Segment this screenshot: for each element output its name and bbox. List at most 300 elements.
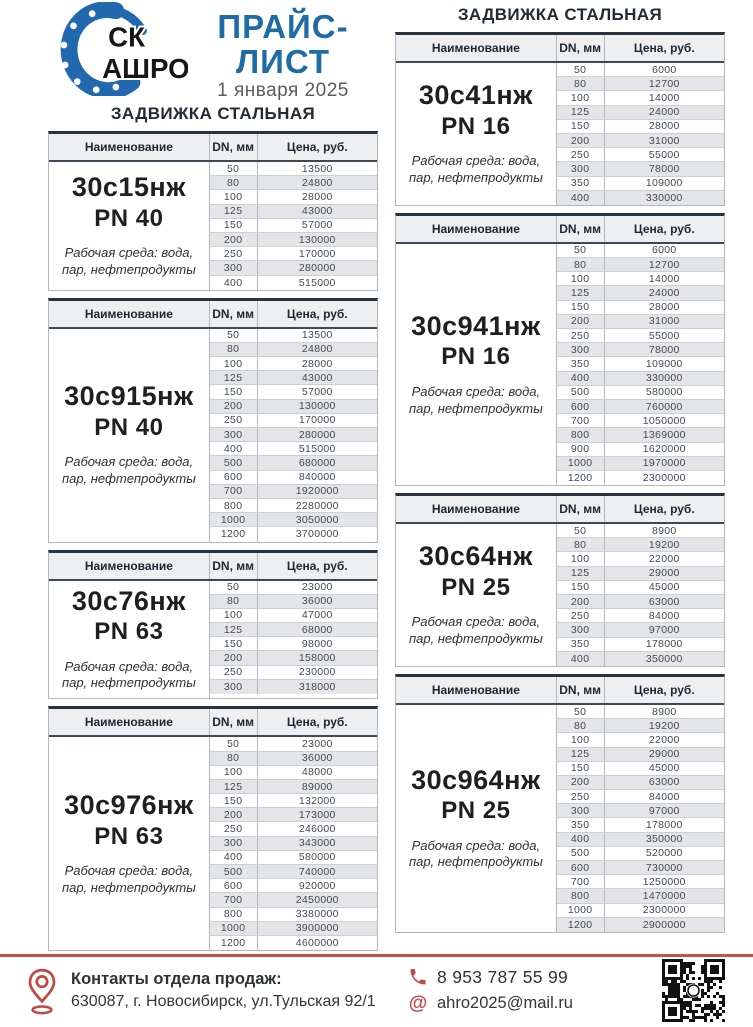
product-pn: PN 40 — [94, 413, 164, 441]
dn-value: 800 — [557, 889, 605, 902]
product-model: 30с915нж — [64, 381, 194, 412]
product-model: 30с41нж — [418, 80, 533, 110]
table-rows — [210, 162, 377, 290]
product-model: 30с15нж — [71, 171, 186, 202]
table-rows — [557, 705, 724, 932]
table-row — [210, 456, 377, 470]
table-row — [557, 524, 724, 538]
tables-right — [395, 32, 725, 933]
price-value: 28000 — [648, 120, 680, 133]
dn-value: 100 — [557, 272, 605, 285]
dn-value: 80 — [210, 343, 258, 356]
product-note: Рабочая среда: вода, пар, нефтепродукты — [408, 837, 543, 870]
price-value: 170000 — [298, 414, 336, 427]
dn-value: 300 — [557, 343, 605, 356]
price-value: 24000 — [648, 287, 680, 300]
table-rows — [210, 581, 377, 699]
table-body — [49, 737, 377, 950]
dn-value: 80 — [557, 719, 605, 732]
price-value: 158000 — [298, 652, 336, 665]
dn-value: 800 — [210, 908, 258, 921]
table-header-row — [396, 677, 724, 705]
dn-value: 200 — [210, 400, 258, 413]
product-note: Рабочая среда: вода, пар, нефтепродукты — [408, 383, 543, 416]
dn-value: 200 — [557, 134, 605, 147]
price-value: 920000 — [298, 879, 336, 892]
dn-value: 50 — [557, 705, 605, 718]
table-row — [210, 276, 377, 290]
dn-value: 500 — [210, 865, 258, 878]
table-body — [49, 329, 377, 542]
table-row — [210, 808, 377, 822]
table-row — [557, 652, 724, 666]
table-row — [557, 638, 724, 652]
dn-value: 350 — [557, 818, 605, 831]
dn-value: 600 — [557, 861, 605, 874]
dn-value: 1200 — [557, 471, 605, 485]
table-row — [557, 889, 724, 903]
table-header-row — [49, 553, 377, 581]
price-value: 19200 — [648, 719, 680, 732]
table-row — [210, 190, 377, 204]
table-row — [557, 315, 724, 329]
price-value: 343000 — [298, 837, 336, 850]
dn-value: 125 — [557, 748, 605, 761]
price-value: 29000 — [648, 748, 680, 761]
email-address: ahro2025@mail.ru — [437, 994, 573, 1012]
table-row — [210, 837, 377, 851]
logo-text-bottom: АШРО — [102, 53, 188, 85]
dn-value: 1000 — [210, 513, 258, 526]
price-value: 98000 — [301, 637, 333, 650]
price-value: 47000 — [301, 609, 333, 622]
price-value: 12700 — [648, 77, 680, 90]
price-value: 350000 — [645, 833, 683, 846]
phone-row — [408, 967, 636, 988]
price-value: 3050000 — [295, 513, 339, 526]
column-header-price: Цена, руб. — [633, 682, 695, 697]
price-value: 63000 — [648, 595, 680, 608]
table-rows — [557, 63, 724, 205]
table-row — [557, 904, 724, 918]
table-row — [557, 258, 724, 272]
table-row — [557, 244, 724, 258]
table-row — [210, 414, 377, 428]
price-value: 580000 — [298, 851, 336, 864]
dn-value: 250 — [557, 148, 605, 161]
price-value: 520000 — [645, 847, 683, 860]
table-row — [210, 428, 377, 442]
dn-value: 300 — [210, 261, 258, 274]
table-row — [210, 371, 377, 385]
table-row — [557, 177, 724, 191]
table-rows — [557, 244, 724, 485]
section-heading-left: ЗАДВИЖКА СТАЛЬНАЯ — [110, 104, 316, 123]
dn-value: 80 — [210, 752, 258, 765]
price-value: 23000 — [301, 581, 333, 594]
price-value: 28000 — [301, 357, 333, 370]
table-row — [210, 485, 377, 499]
price-value: 178000 — [645, 638, 683, 651]
table-row — [557, 414, 724, 428]
table-row — [557, 762, 724, 776]
dn-value: 600 — [557, 400, 605, 413]
dn-value: 900 — [557, 443, 605, 456]
table-row — [210, 752, 377, 766]
column-header-dn: DN, мм — [557, 677, 605, 703]
price-value: 760000 — [645, 400, 683, 413]
table-row — [557, 428, 724, 442]
price-value: 22000 — [648, 553, 680, 566]
column-header-dn: DN, мм — [557, 496, 605, 522]
price-value: 14000 — [648, 272, 680, 285]
dn-value: 200 — [557, 595, 605, 608]
table-row — [557, 191, 724, 205]
column-header-name: Наименование — [396, 35, 557, 61]
product-cell — [49, 162, 210, 290]
dn-value: 50 — [210, 737, 258, 750]
dn-value: 250 — [557, 609, 605, 622]
price-value: 57000 — [301, 386, 333, 399]
table-row — [557, 301, 724, 315]
table-row — [557, 609, 724, 623]
price-value: 580000 — [645, 386, 683, 399]
column-header-name: Наименование — [49, 553, 210, 579]
table-body — [49, 162, 377, 290]
logo-text-top: СК — [108, 21, 146, 53]
column-header-dn: DN, мм — [210, 709, 258, 735]
price-value: 28000 — [301, 190, 333, 203]
price-value: 1970000 — [642, 457, 686, 470]
table-row — [557, 343, 724, 357]
price-value: 109000 — [645, 177, 683, 190]
price-value: 680000 — [298, 456, 336, 469]
price-value: 12700 — [648, 258, 680, 271]
price-value: 170000 — [298, 247, 336, 260]
dn-value: 250 — [210, 822, 258, 835]
price-table — [395, 493, 725, 667]
contact-texts — [71, 970, 376, 1011]
product-model: 30с964нж — [411, 764, 541, 795]
brand-header — [48, 2, 378, 102]
product-note: Рабочая среда: вода, пар, нефтепродукты — [408, 614, 543, 647]
dn-value: 400 — [557, 652, 605, 666]
table-row — [210, 766, 377, 780]
dn-value: 150 — [557, 581, 605, 594]
table-row — [210, 527, 377, 541]
table-row — [557, 471, 724, 485]
price-value: 84000 — [648, 790, 680, 803]
price-date: 1 января 2025 — [217, 80, 349, 102]
product-note: Рабочая среда: вода, пар, нефтепродукты — [61, 862, 196, 895]
product-cell — [396, 63, 557, 205]
table-row — [557, 552, 724, 566]
price-value: 24800 — [301, 176, 333, 189]
dn-value: 800 — [557, 428, 605, 441]
table-row — [557, 272, 724, 286]
table-row — [210, 400, 377, 414]
company-logo — [48, 2, 188, 96]
dn-value: 400 — [210, 276, 258, 290]
dn-value: 100 — [557, 91, 605, 104]
table-row — [210, 651, 377, 665]
dn-value: 300 — [210, 428, 258, 441]
table-row — [557, 847, 724, 861]
price-value: 68000 — [301, 623, 333, 636]
table-row — [210, 343, 377, 357]
price-value: 8900 — [651, 705, 677, 718]
table-body — [49, 581, 377, 699]
product-note: Рабочая среда: вода, пар, нефтепродукты — [61, 244, 196, 277]
price-value: 280000 — [298, 428, 336, 441]
price-value: 43000 — [301, 205, 333, 218]
product-model: 30с941нж — [411, 310, 541, 341]
dn-value: 80 — [210, 176, 258, 189]
dn-value: 80 — [210, 595, 258, 608]
qr-code — [662, 959, 725, 1022]
price-value: 6000 — [651, 63, 677, 76]
dn-value: 125 — [210, 780, 258, 793]
product-note: Рабочая среда: вода, пар, нефтепродукты — [61, 454, 196, 487]
dn-value: 250 — [557, 329, 605, 342]
product-pn: PN 16 — [441, 343, 511, 371]
phone-email-block — [408, 967, 636, 1015]
price-value: 3700000 — [295, 528, 339, 541]
column-header-dn: DN, мм — [557, 216, 605, 242]
price-value: 84000 — [648, 609, 680, 622]
table-header-row — [49, 134, 377, 162]
dn-value: 300 — [557, 804, 605, 817]
table-row — [557, 538, 724, 552]
dn-value: 300 — [210, 837, 258, 850]
price-value: 178000 — [645, 819, 683, 832]
column-header-name: Наименование — [49, 301, 210, 327]
dn-value: 50 — [557, 524, 605, 537]
product-model: 30с76нж — [71, 585, 186, 616]
dn-value: 150 — [557, 301, 605, 314]
table-row — [557, 790, 724, 804]
price-value: 515000 — [298, 276, 336, 289]
table-rows — [557, 524, 724, 666]
table-row — [210, 442, 377, 456]
price-table — [48, 298, 378, 543]
table-header-row — [49, 301, 377, 329]
column-header-price: Цена, руб. — [286, 306, 348, 321]
dn-value: 250 — [210, 247, 258, 260]
table-row — [557, 833, 724, 847]
dn-value: 1200 — [210, 527, 258, 541]
table-row — [557, 106, 724, 120]
price-value: 1470000 — [642, 889, 686, 902]
dn-value: 125 — [557, 567, 605, 580]
dn-value: 700 — [210, 893, 258, 906]
table-row — [210, 233, 377, 247]
dn-value: 100 — [557, 733, 605, 746]
dn-value: 250 — [210, 666, 258, 679]
table-row — [557, 443, 724, 457]
dn-value: 250 — [557, 790, 605, 803]
price-value: 63000 — [648, 776, 680, 789]
table-row — [210, 247, 377, 261]
table-row — [557, 457, 724, 471]
table-body — [396, 705, 724, 932]
price-value: 13500 — [301, 329, 333, 342]
footer — [0, 954, 753, 1024]
dn-value: 150 — [557, 120, 605, 133]
dn-value: 250 — [210, 414, 258, 427]
dn-value: 300 — [210, 680, 258, 694]
product-pn: PN 25 — [441, 573, 511, 601]
column-header-price: Цена, руб. — [286, 558, 348, 573]
dn-value: 50 — [210, 329, 258, 342]
dn-value: 50 — [557, 244, 605, 257]
dn-value: 400 — [557, 191, 605, 205]
dn-value: 400 — [557, 833, 605, 846]
column-header-price: Цена, руб. — [633, 41, 695, 55]
price-value: 31000 — [648, 315, 680, 328]
dn-value: 125 — [210, 623, 258, 636]
price-table — [48, 706, 378, 951]
table-row — [557, 748, 724, 762]
table-header-row — [396, 496, 724, 524]
price-value: 8900 — [651, 524, 677, 537]
dn-value: 200 — [210, 233, 258, 246]
price-value: 45000 — [648, 581, 680, 594]
dn-value: 125 — [557, 286, 605, 299]
phone-number: 8 953 787 55 99 — [437, 966, 569, 987]
column-header-price: Цена, руб. — [633, 502, 695, 517]
flange-logo-icon — [48, 2, 188, 96]
table-row — [210, 908, 377, 922]
column-header-dn: DN, мм — [210, 301, 258, 327]
dn-value: 100 — [210, 190, 258, 203]
table-body — [396, 244, 724, 485]
dn-value: 100 — [210, 609, 258, 622]
price-value: 48000 — [301, 766, 333, 779]
price-value: 318000 — [298, 680, 336, 693]
page-title: ПРАЙС-ЛИСТ — [217, 8, 349, 80]
price-value: 515000 — [298, 442, 336, 455]
price-value: 730000 — [645, 861, 683, 874]
dn-value: 125 — [210, 205, 258, 218]
price-value: 840000 — [298, 471, 336, 484]
table-row — [210, 879, 377, 893]
price-value: 1250000 — [642, 875, 686, 888]
table-row — [557, 120, 724, 134]
column-header-name: Наименование — [396, 496, 557, 522]
price-value: 14000 — [648, 91, 680, 104]
table-row — [557, 134, 724, 148]
contact-block — [26, 967, 408, 1015]
price-value: 36000 — [301, 752, 333, 765]
table-row — [210, 595, 377, 609]
price-value: 22000 — [648, 733, 680, 746]
product-cell — [49, 329, 210, 542]
table-row — [210, 865, 377, 879]
price-value: 2300000 — [642, 471, 686, 484]
table-row — [557, 400, 724, 414]
table-row — [210, 666, 377, 680]
dn-value: 200 — [557, 315, 605, 328]
price-value: 29000 — [648, 567, 680, 580]
product-cell — [396, 244, 557, 485]
table-row — [557, 148, 724, 162]
right-column — [395, 0, 725, 940]
table-row — [210, 357, 377, 371]
price-value: 36000 — [301, 595, 333, 608]
table-row — [210, 499, 377, 513]
table-row — [557, 567, 724, 581]
product-pn: PN 16 — [441, 112, 511, 140]
product-note: Рабочая среда: вода, пар, нефтепродукты — [408, 153, 543, 185]
table-row — [210, 822, 377, 836]
table-row — [210, 176, 377, 190]
table-row — [210, 737, 377, 751]
dn-value: 150 — [210, 219, 258, 232]
dn-value: 100 — [557, 552, 605, 565]
dn-value: 125 — [557, 106, 605, 119]
table-row — [210, 680, 377, 694]
table-row — [557, 329, 724, 343]
table-row — [210, 219, 377, 233]
price-value: 55000 — [648, 148, 680, 161]
table-row — [557, 162, 724, 176]
price-value: 280000 — [298, 261, 336, 274]
dn-value: 100 — [210, 766, 258, 779]
dn-value: 1000 — [210, 922, 258, 935]
price-value: 330000 — [645, 372, 683, 385]
price-value: 130000 — [298, 400, 336, 413]
price-value: 28000 — [648, 301, 680, 314]
price-value: 132000 — [298, 794, 336, 807]
dn-value: 150 — [210, 637, 258, 650]
table-row — [210, 780, 377, 794]
price-table — [395, 213, 725, 486]
product-cell — [396, 705, 557, 932]
table-row — [210, 471, 377, 485]
table-header-row — [49, 709, 377, 737]
dn-value: 50 — [210, 581, 258, 594]
price-value: 1050000 — [642, 414, 686, 427]
tables-left — [48, 131, 378, 951]
table-row — [557, 623, 724, 637]
dn-value: 600 — [210, 471, 258, 484]
table-row — [210, 205, 377, 219]
table-row — [557, 63, 724, 77]
price-value: 89000 — [301, 780, 333, 793]
contacts-title: Контакты отдела продаж: — [71, 970, 282, 988]
price-value: 230000 — [298, 666, 336, 679]
dn-value: 400 — [210, 851, 258, 864]
column-header-name: Наименование — [396, 216, 557, 242]
table-row — [557, 861, 724, 875]
table-row — [210, 162, 377, 176]
price-table — [395, 674, 725, 933]
table-row — [210, 623, 377, 637]
table-row — [557, 705, 724, 719]
column-header-name: Наименование — [49, 134, 210, 160]
table-row — [557, 372, 724, 386]
table-row — [210, 329, 377, 343]
table-row — [210, 513, 377, 527]
price-value: 19200 — [648, 538, 680, 551]
price-value: 130000 — [298, 233, 336, 246]
price-value: 57000 — [301, 219, 333, 232]
price-value: 173000 — [298, 808, 336, 821]
product-pn: PN 25 — [441, 797, 511, 825]
dn-value: 150 — [557, 762, 605, 775]
dn-value: 200 — [210, 808, 258, 821]
